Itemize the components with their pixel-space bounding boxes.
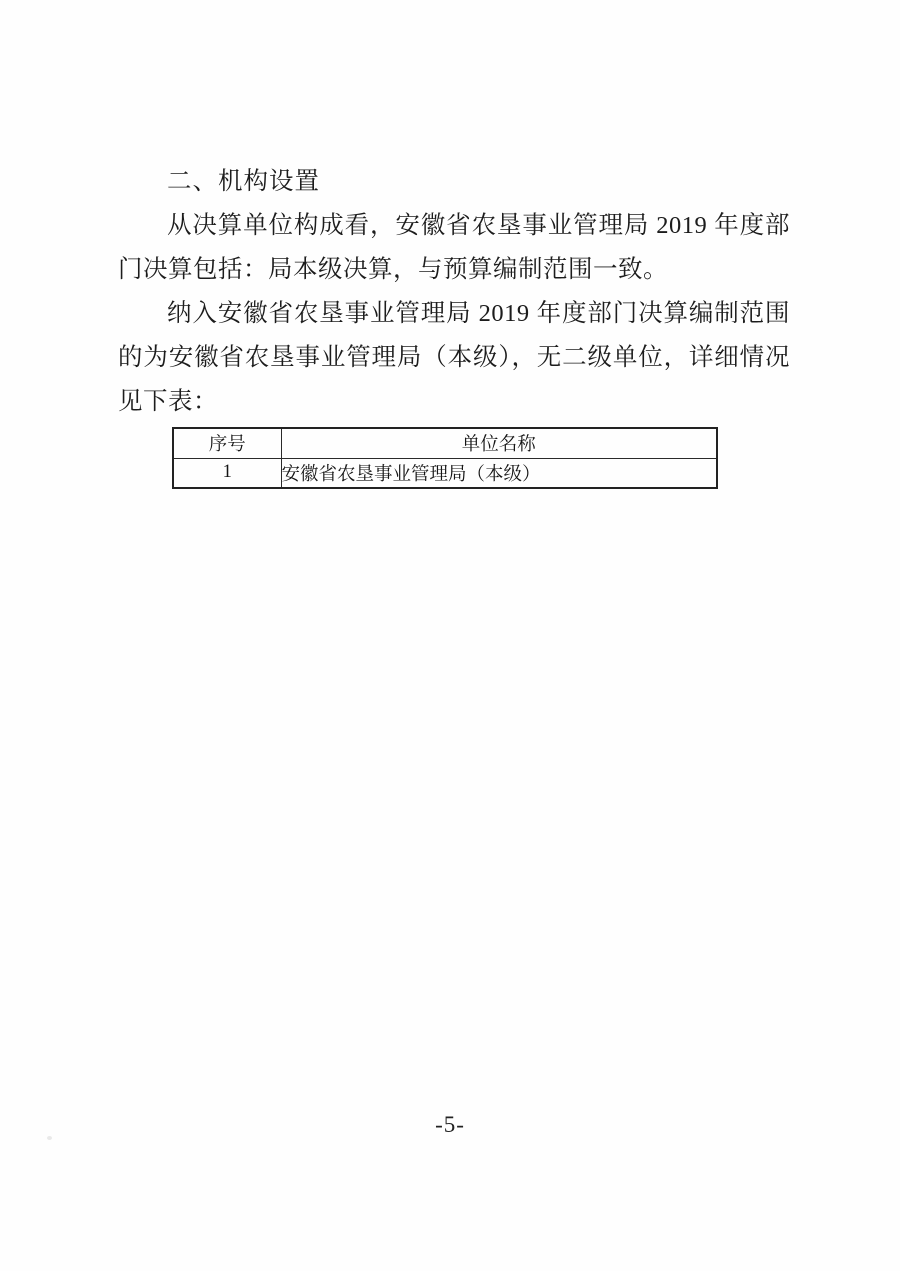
paragraph-budget-scope: 从决算单位构成看，安徽省农垦事业管理局 2019 年度部门决算包括：局本级决算，与预算编制范围一致。 xyxy=(118,212,790,283)
units-table-header-row xyxy=(173,428,717,458)
column-header-unit-name: 单位名称 xyxy=(281,428,717,458)
column-header-serial-number: 序号 xyxy=(173,428,281,458)
document-body xyxy=(118,160,790,489)
units-table xyxy=(172,427,718,489)
cell-serial-number: 1 xyxy=(173,458,281,488)
section-heading: 二、机构设置 xyxy=(167,168,320,195)
cell-unit-name: 安徽省农垦事业管理局（本级） xyxy=(281,458,717,488)
paragraph-unit-list-intro: 纳入安徽省农垦事业管理局 2019 年度部门决算编制范围的为安徽省农垦事业管理局（本级），无二级单位，详细情况见下表： xyxy=(118,300,790,415)
units-table-row xyxy=(173,458,717,488)
scan-artifact-speck xyxy=(47,1136,52,1140)
page-number: -5- xyxy=(435,1112,465,1137)
